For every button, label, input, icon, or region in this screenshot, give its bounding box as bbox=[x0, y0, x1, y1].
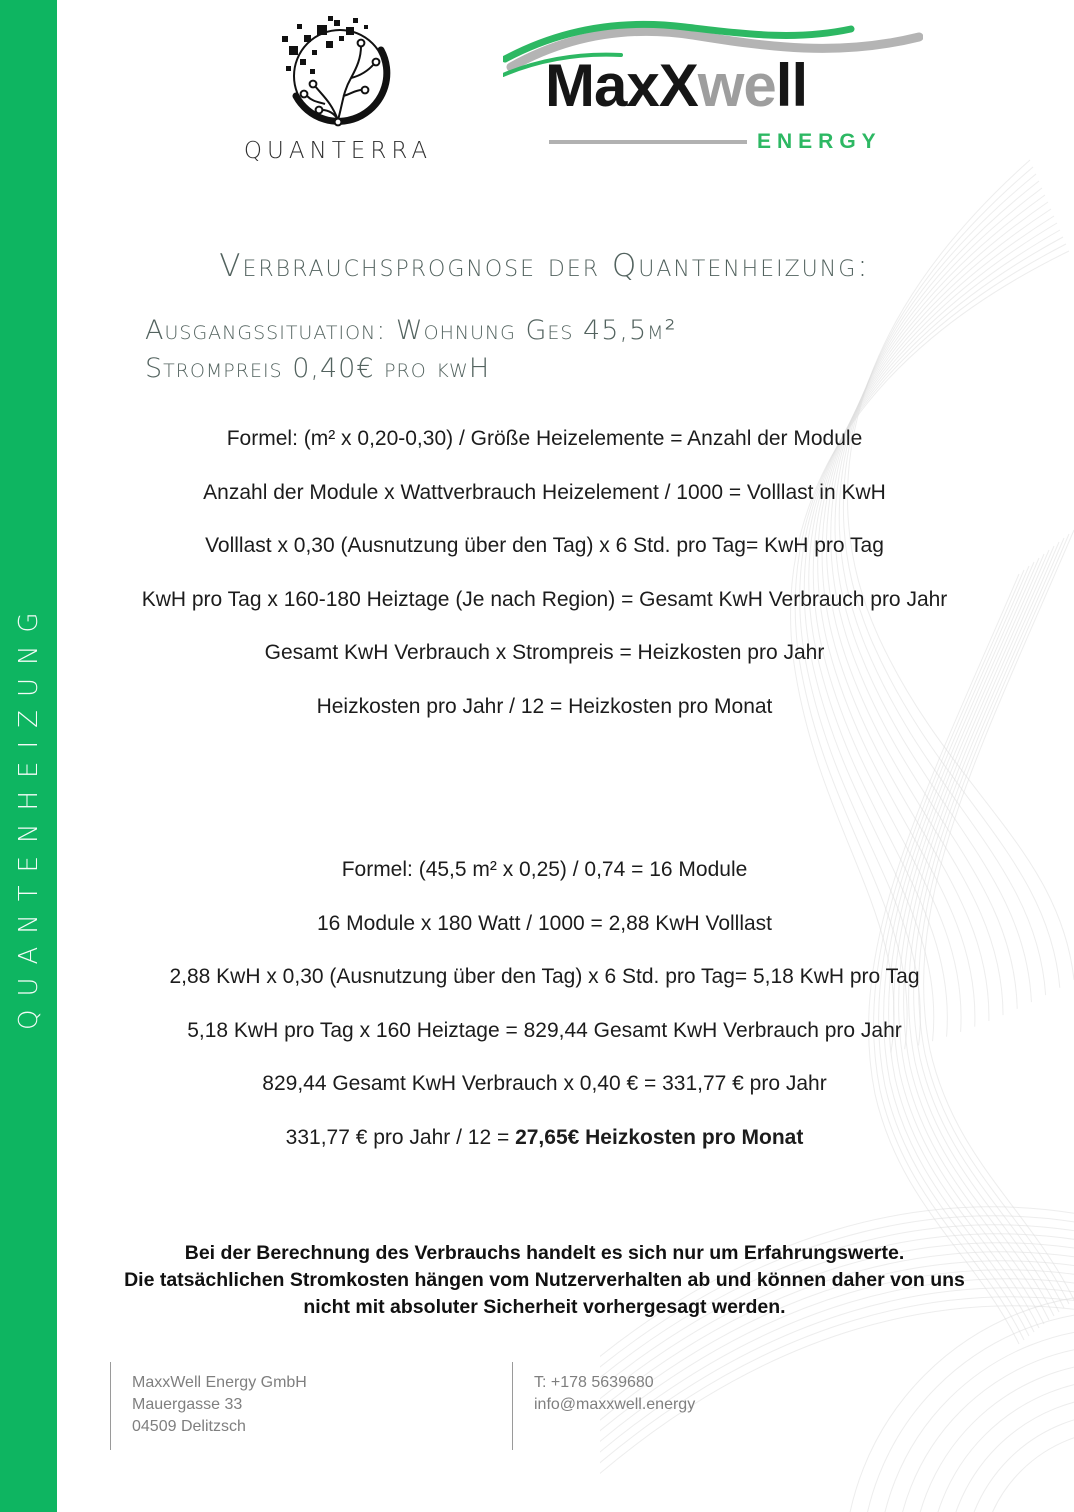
formula-line: 5,18 KwH pro Tag x 160 Heiztage = 829,44 Gesamt KwH Verbrauch pro Jahr bbox=[187, 1018, 902, 1042]
formula-line: Formel: (45,5 m² x 0,25) / 0,74 = 16 Module bbox=[341, 858, 748, 881]
footer-email: info@maxxwell.energy bbox=[534, 1396, 696, 1413]
footer-street: Mauergasse 33 bbox=[132, 1396, 243, 1413]
starting-situation-line1: Ausgangssituation: Wohnung Ges 45,5m² bbox=[145, 315, 677, 346]
footer-divider-right bbox=[512, 1362, 513, 1450]
quanterra-circuit-tree-icon bbox=[243, 12, 433, 136]
disclaimer bbox=[57, 1240, 1032, 1321]
maxxwell-logo-text: MaxXwell bbox=[545, 52, 808, 119]
maxxwell-logo-rule bbox=[549, 140, 747, 144]
quanterra-logo-text: QUANTERRA bbox=[243, 138, 433, 164]
quanterra-logo bbox=[238, 12, 438, 164]
formula-line: Formel: (m² x 0,20-0,30) / Größe Heizelemente = Anzahl der Module bbox=[226, 427, 863, 450]
disclaimer-line3: nicht mit absoluter Sicherheit vorhergesagt werden. bbox=[303, 1296, 786, 1318]
footer-address bbox=[132, 1372, 307, 1438]
formula-line: Anzahl der Module x Wattverbrauch Heizelement / 1000 = Volllast in KwH bbox=[203, 480, 886, 504]
footer-phone: T: +178 5639680 bbox=[534, 1374, 654, 1391]
disclaimer-line2: Die tatsächlichen Stromkosten hängen vom Nutzerverhalten ab und können daher von uns bbox=[124, 1269, 965, 1291]
example-calculation-list bbox=[57, 843, 1032, 1164]
starting-situation bbox=[145, 312, 676, 388]
footer-company: MaxxWell Energy GmbH bbox=[132, 1374, 307, 1391]
formula-line-result: 331,77 € pro Jahr / 12 = 27,65€ Heizkosten pro Monat bbox=[285, 1125, 804, 1149]
sidebar-vertical-label: QUANTENHEIZUNG bbox=[13, 599, 44, 1030]
formula-line: Gesamt KwH Verbrauch x Strompreis = Heizkosten pro Jahr bbox=[264, 641, 825, 664]
formula-line: 16 Module x 180 Watt / 1000 = 2,88 KwH Volllast bbox=[316, 911, 773, 935]
general-formula-list bbox=[57, 412, 1032, 733]
formula-line: Volllast x 0,30 (Ausnutzung über den Tag) x 6 Std. pro Tag= KwH pro Tag bbox=[205, 534, 884, 557]
page-title: Verbrauchsprognose der Quantenheizung: bbox=[219, 248, 870, 284]
formula-line: 2,88 KwH x 0,30 (Ausnutzung über den Tag) x 6 Std. pro Tag= 5,18 KwH pro Tag bbox=[169, 965, 920, 988]
monthly-cost-highlight: 27,65€ Heizkosten pro Monat bbox=[515, 1125, 804, 1149]
disclaimer-line1: Bei der Berechnung des Verbrauchs handelt es sich nur um Erfahrungswerte. bbox=[184, 1242, 905, 1264]
starting-situation-line2: Strompreis 0,40€ pro kwH bbox=[145, 353, 491, 384]
sidebar-band bbox=[0, 0, 57, 1512]
footer-city: 04509 Delitzsch bbox=[132, 1418, 246, 1435]
maxxwell-energy-text: ENERGY bbox=[757, 130, 882, 153]
formula-line: KwH pro Tag x 160-180 Heiztage (Je nach Region) = Gesamt KwH Verbrauch pro Jahr bbox=[141, 587, 948, 611]
formula-line: Heizkosten pro Jahr / 12 = Heizkosten pro Monat bbox=[316, 694, 773, 718]
formula-line: 829,44 Gesamt KwH Verbrauch x 0,40 € = 331,77 € pro Jahr bbox=[262, 1072, 827, 1095]
footer-divider-left bbox=[110, 1362, 111, 1450]
